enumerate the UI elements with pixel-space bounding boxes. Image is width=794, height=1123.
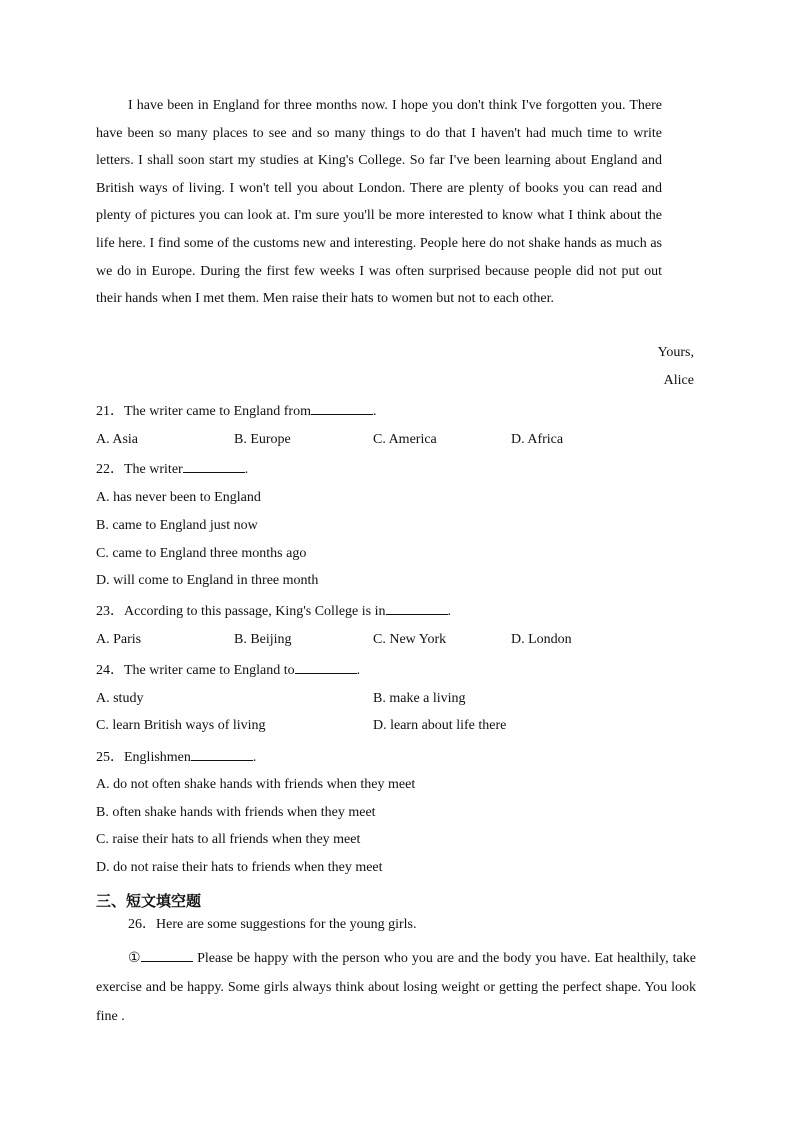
option-c: C. America xyxy=(373,432,437,447)
question-stem: Englishmen xyxy=(124,750,191,765)
question-26-passage xyxy=(96,944,696,1031)
question-suffix: . xyxy=(356,663,361,678)
option-b: B. came to England just now xyxy=(96,518,258,533)
question-25 xyxy=(96,746,256,768)
question-number: 24． xyxy=(96,663,124,678)
question-stem: The writer came to England to xyxy=(124,663,295,678)
question-23 xyxy=(96,600,451,622)
letter-body: I have been in England for three months now. I hope you don't think I've forgotten you. There have been so many places to see and so many things to do that I haven't had much time to write letters. I shall soon start my studies at King's College. So far I've been learning about England and British ways of living. I won't tell you about London. There are plenty of books you can read and plenty of pictures you can look at. I'm sure you'll be more interested to know what I think about the life here. I find some of the customs new and interesting. People here do not shake hands as much as we do in Europe. During the first few weeks I was often surprised because people did not put out their hands when I met them. Men raise their hats to women but not to each other. xyxy=(96,98,662,307)
option-a: A. Paris xyxy=(96,632,142,647)
question-suffix: . xyxy=(372,404,377,419)
question-number: 23． xyxy=(96,604,124,619)
question-suffix: . xyxy=(244,462,249,477)
question-number: 21． xyxy=(96,404,124,419)
question-26-intro: 26．Here are some suggestions for the young girls. xyxy=(128,917,417,932)
answer-blank[interactable] xyxy=(311,400,373,415)
option-a: A. Asia xyxy=(96,432,138,447)
question-stem: According to this passage, King's College is in xyxy=(124,604,386,619)
option-c: C. came to England three months ago xyxy=(96,546,307,561)
passage-text: Please be happy with the person who you are and the body you have. Eat healthily, take exercise and be happy. Some girls always think about losing weight or getting the perfect shape. You look fine . xyxy=(96,951,696,1024)
answer-blank[interactable] xyxy=(386,600,448,615)
option-d: D. will come to England in three month xyxy=(96,573,319,588)
section-title: 三、短文填空题 xyxy=(96,892,202,910)
question-stem: The writer came to England from xyxy=(124,404,311,419)
option-a: A. study xyxy=(96,691,144,706)
option-c: C. raise their hats to all friends when they meet xyxy=(96,832,361,847)
blank-marker: ① xyxy=(128,951,142,966)
question-suffix: . xyxy=(447,604,451,619)
letter-closing: Yours, xyxy=(657,345,694,360)
question-number: 22． xyxy=(96,462,124,477)
question-21 xyxy=(96,400,376,422)
question-stem: The writer xyxy=(124,462,183,477)
option-b: B. often shake hands with friends when they meet xyxy=(96,805,376,820)
option-c: C. learn British ways of living xyxy=(96,718,266,733)
option-d: D. do not raise their hats to friends when they meet xyxy=(96,860,383,875)
question-number: 25． xyxy=(96,750,124,765)
option-d: D. learn about life there xyxy=(373,718,507,733)
option-a: A. do not often shake hands with friends when they meet xyxy=(96,777,416,792)
question-22 xyxy=(96,458,248,480)
option-a: A. has never been to England xyxy=(96,490,261,505)
answer-blank[interactable] xyxy=(191,746,253,761)
option-c: C. New York xyxy=(373,632,447,647)
answer-blank[interactable] xyxy=(141,947,193,962)
answer-blank[interactable] xyxy=(183,458,245,473)
option-d: D. London xyxy=(511,632,572,647)
letter-signature: Alice xyxy=(663,373,694,388)
answer-blank[interactable] xyxy=(295,659,357,674)
option-b: B. make a living xyxy=(373,691,466,706)
option-b: B. Europe xyxy=(234,432,291,447)
question-suffix: . xyxy=(252,750,257,765)
option-d: D. Africa xyxy=(511,432,564,447)
question-24 xyxy=(96,659,360,681)
option-b: B. Beijing xyxy=(234,632,292,647)
